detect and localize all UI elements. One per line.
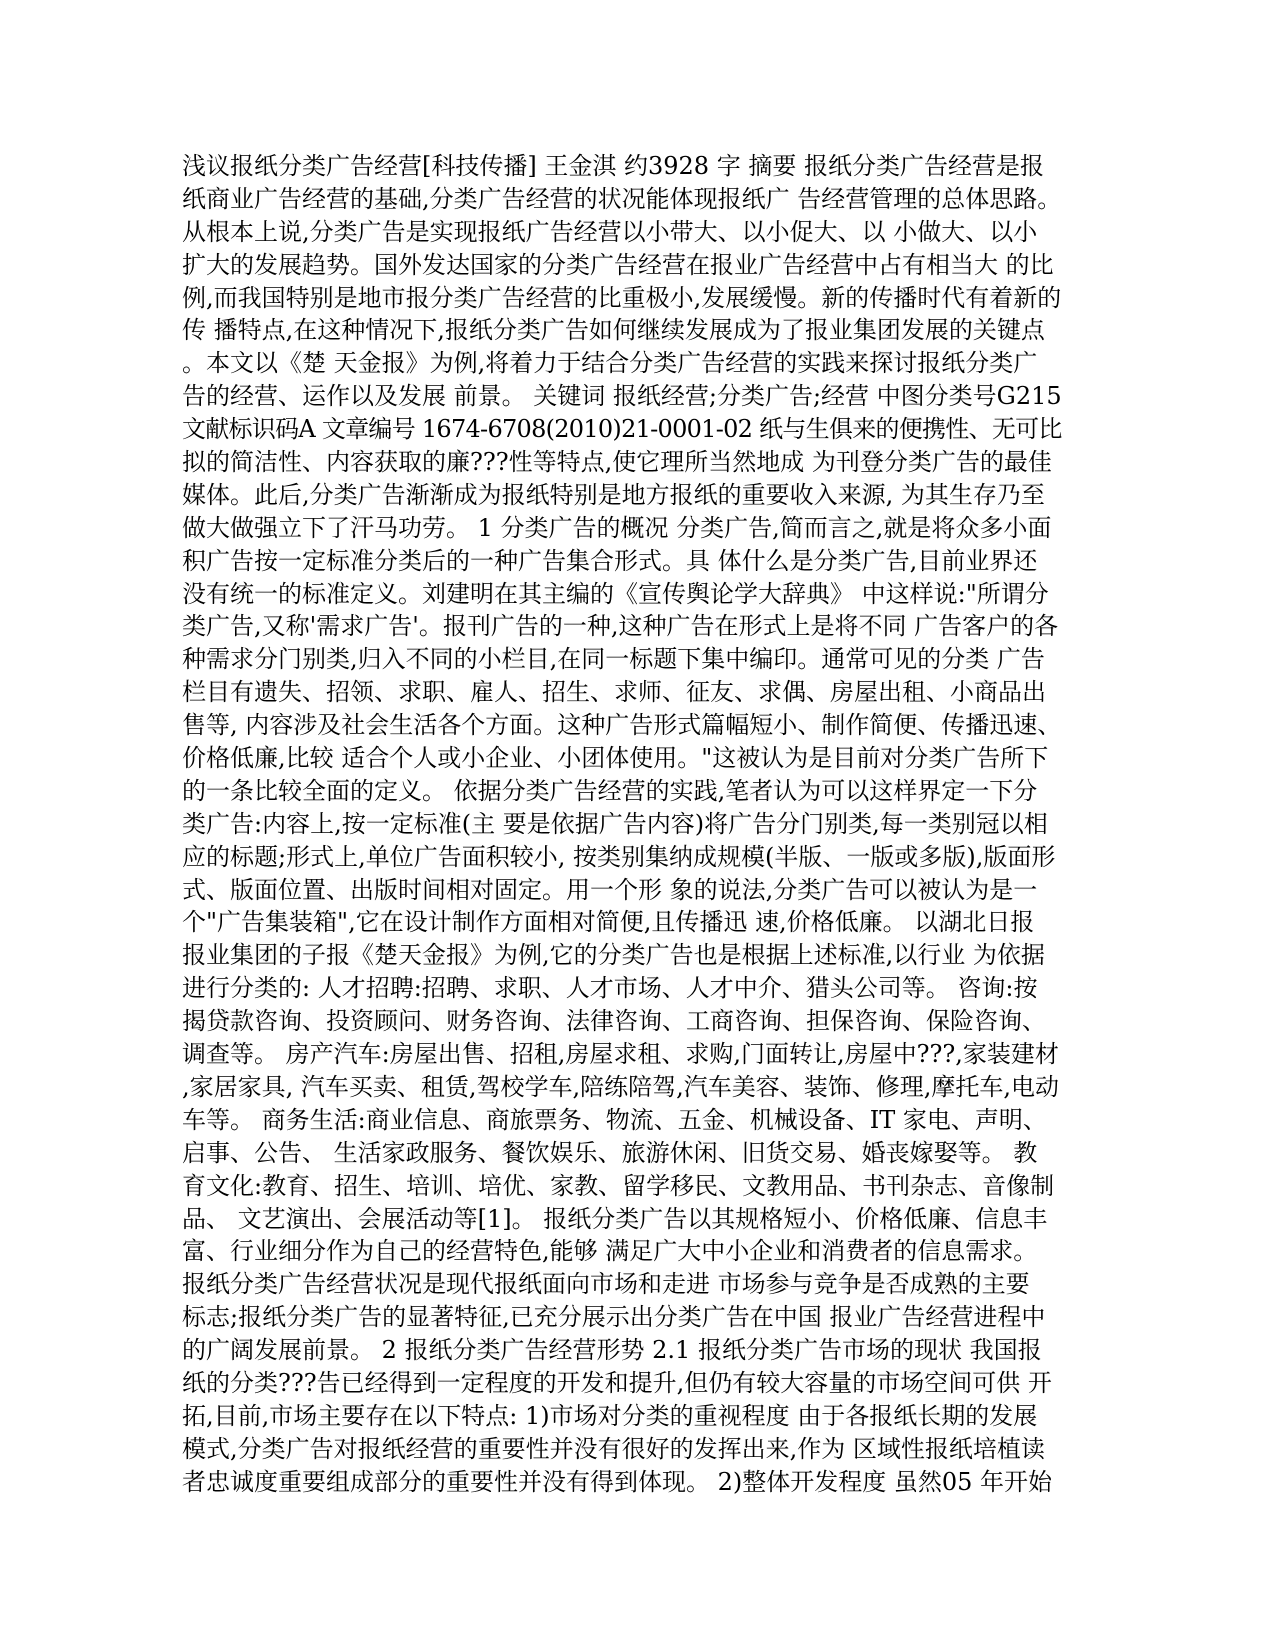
text-line: 媒体。此后,分类广告渐渐成为报纸特别是地方报纸的重要收入来源, 为其生存乃至 <box>182 480 1045 509</box>
text-line: 启事、公告、 生活家政服务、餐饮娱乐、旅游休闲、旧货交易、婚丧嫁娶等。 教 <box>182 1138 1038 1167</box>
text-line: 例,而我国特别是地市报分类广告经营的比重极小,发展缓慢。新的传播时代有着新的 <box>182 283 1062 312</box>
text-line: 售等, 内容涉及社会生活各个方面。这种广告形式篇幅短小、制作简便、传播迅速、 <box>182 711 1062 740</box>
text-line: 积广告按一定标准分类后的一种广告集合形式。具 体什么是分类广告,目前业界还 <box>182 546 1038 575</box>
text-line: 浅议报纸分类广告经营[科技传播] 王金淇 约3928 字 摘要 报纸分类广告经营是报 <box>182 152 1044 180</box>
text-line: 告的经营、运作以及发展 前景。 关键词 报纸经营;分类广告;经营 中图分类号G215 <box>182 382 1062 411</box>
text-line: 式、版面位置、出版时间相对固定。用一个形 象的说法,分类广告可以被认为是一 <box>182 875 1038 904</box>
text-line: 栏目有遗失、招领、求职、雇人、招生、求师、征友、求偶、房屋出租、小商品出 <box>182 678 1046 707</box>
text-line: 。本文以《楚 天金报》为例,将着力于结合分类广告经营的实践来探讨报纸分类广 <box>182 349 1038 378</box>
text-line: 报业集团的子报《楚天金报》为例,它的分类广告也是根据上述标准,以行业 为依据 <box>182 941 1045 970</box>
text-line: 应的标题;形式上,单位广告面积较小, 按类别集纳成规模(半版、一版或多版),版面形 <box>182 842 1056 871</box>
text-line: 的广阔发展前景。 2 报纸分类广告经营形势 2.1 报纸分类广告市场的现状 我国报 <box>182 1336 1042 1365</box>
text-line: 类广告,又称'需求广告'。报刊广告的一种,这种广告在形式上是将不同 广告客户的各 <box>182 612 1059 641</box>
text-line: 车等。 商务生活:商业信息、商旅票务、物流、五金、机械设备、IT 家电、声明、 <box>182 1105 1047 1134</box>
text-line: 调查等。 房产汽车:房屋出售、招租,房屋求租、求购,门面转让,房屋中???,家装建材 <box>182 1040 1059 1069</box>
text-line: 纸商业广告经营的基础,分类广告经营的状况能体现报纸广 告经营管理的总体思路。 <box>182 184 1062 213</box>
text-line: 拟的简洁性、内容获取的廉???性等特点,使它理所当然地成 为刊登分类广告的最佳 <box>182 448 1052 477</box>
article-body <box>182 150 1062 1499</box>
text-line: 做大做强立下了汗马功劳。 1 分类广告的概况 分类广告,简而言之,就是将众多小面 <box>182 513 1052 542</box>
text-line: 没有统一的标准定义。刘建明在其主编的《宣传舆论学大辞典》 中这样说:"所谓分 <box>182 579 1049 608</box>
text-line: 育文化:教育、招生、培训、培优、家教、留学移民、文教用品、书刊杂志、音像制 <box>182 1171 1055 1200</box>
text-line: 富、行业细分作为自己的经营特色,能够 满足广大中小企业和消费者的信息需求。 <box>182 1237 1038 1266</box>
text-line: 揭贷款咨询、投资顾问、财务咨询、法律咨询、工商咨询、担保咨询、保险咨询、 <box>182 1007 1046 1036</box>
text-line: 的一条比较全面的定义。 依据分类广告经营的实践,笔者认为可以这样界定一下分 <box>182 776 1038 805</box>
text-line: 拓,目前,市场主要存在以下特点: 1)市场对分类的重视程度 由于各报纸长期的发展 <box>182 1401 1038 1430</box>
text-line: 标志;报纸分类广告的显著特征,已充分展示出分类广告在中国 报业广告经营进程中 <box>182 1303 1046 1332</box>
text-line: 纸的分类???告已经得到一定程度的开发和提升,但仍有较大容量的市场空间可供 开 <box>182 1368 1052 1397</box>
text-line: 报纸分类广告经营状况是现代报纸面向市场和走进 市场参与竞争是否成熟的主要 <box>182 1270 1030 1299</box>
text-line: 者忠诚度重要组成部分的重要性并没有得到体现。 2)整体开发程度 虽然05 年开始 <box>182 1467 1053 1496</box>
text-line: 个"广告集装箱",它在设计制作方面相对简便,且传播迅 速,价格低廉。 以湖北日报 <box>182 908 1035 937</box>
text-line: 类广告:内容上,按一定标准(主 要是依据广告内容)将广告分门别类,每一类别冠以相 <box>182 809 1048 838</box>
text-line: 模式,分类广告对报纸经营的重要性并没有很好的发挥出来,作为 区域性报纸培植读 <box>182 1434 1045 1463</box>
text-line: 种需求分门别类,归入不同的小栏目,在同一标题下集中编印。通常可见的分类 广告 <box>182 645 1045 674</box>
text-line: 从根本上说,分类广告是实现报纸广告经营以小带大、以小促大、以 小做大、以小 <box>182 217 1038 246</box>
text-line: 品、 文艺演出、会展活动等[1]。 报纸分类广告以其规格短小、价格低廉、信息丰 <box>182 1204 1048 1233</box>
text-line: 传 播特点,在这种情况下,报纸分类广告如何继续发展成为了报业集团发展的关键点 <box>182 316 1045 345</box>
text-line: 价格低廉,比较 适合个人或小企业、小团体使用。"这被认为是目前对分类广告所下 <box>182 744 1049 773</box>
text-line: 扩大的发展趋势。国外发达国家的分类广告经营在报业广告经营中占有相当大 的比 <box>182 250 1054 279</box>
text-line: ,家居家具, 汽车买卖、租赁,驾校学车,陪练陪驾,汽车美容、装饰、修理,摩托车,电动 <box>182 1072 1060 1101</box>
text-line: 文献标识码A 文章编号 1674-6708(2010)21-0001-02 纸与生俱来的便携性、无可比 <box>182 415 1062 444</box>
text-line: 进行分类的: 人才招聘:招聘、求职、人才市场、人才中介、猎头公司等。 咨询:按 <box>182 974 1038 1003</box>
